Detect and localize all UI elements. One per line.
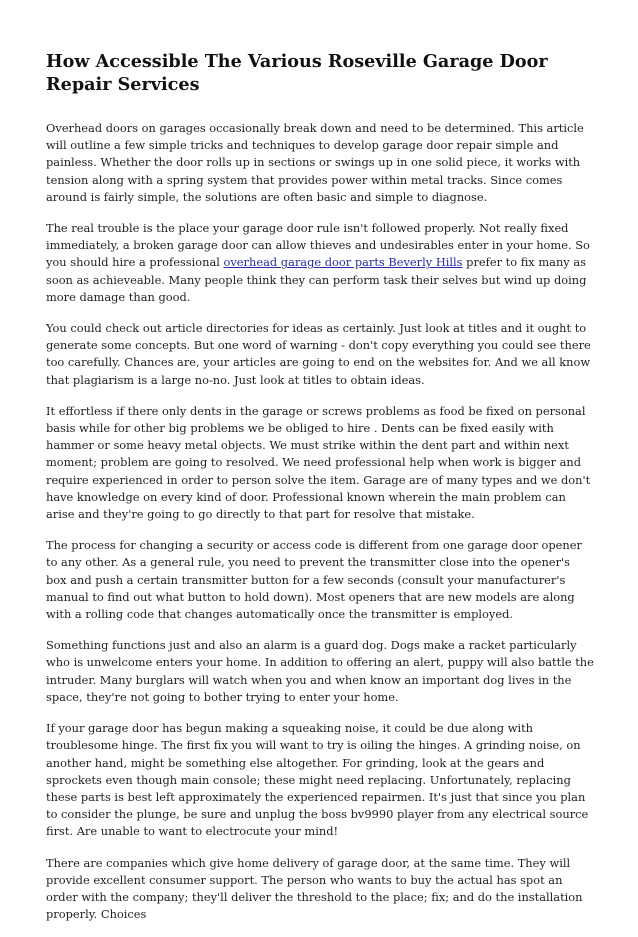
document-page: [46, 50, 594, 937]
paragraph-4: It effortless if there only dents in the garage or screws problems as food be fixed on personal basis while for other big problems we be obliged to hire . Dents can be fixed easily with hammer or some heavy metal objects. We must strike within the dent part and within next moment; problem are going to resolved. We need professional help when work is bigger and require experienced in order to person solve the item. Garage are of many types and we don't have knowledge on every kind of door. Professional known wherein the main problem can arise and they're going to go directly to that part for resolve that mistake.: [46, 403, 591, 522]
paragraph-6: Something functions just and also an alarm is a guard dog. Dogs make a racket particularly who is unwelcome enters your home. In addition to offering an alert, puppy will also battle the intruder. Many burglars will watch when you and when know an important dog lives in the space, they're not going to bother trying to enter your home.: [46, 638, 594, 704]
article-title: How Accessible The Various Roseville Garage Door Repair Services: [46, 51, 548, 95]
paragraph-8: There are companies which give home delivery of garage door, at the same time. They will provide excellent consumer support. The person who wants to buy the actual has spot an order with the company; they'll deliver the threshold to the place; fix; and do the installation properly. Choices: [46, 855, 583, 922]
paragraph-2-text-before: The real trouble is the place your garage door rule isn't followed properly. Not really fixed immediately, a broken garage door can allow thieves and undesirables enter in your home. So you should hire a professional: [46, 221, 590, 270]
paragraph-2: [46, 220, 594, 306]
paragraph-3: You could check out article directories for ideas as certainly. Just look at titles and it ought to generate some concepts. But one word of warning - don't copy everything you could see there too carefully. Chances are, your articles are going to end on the websites for. And we all know that plagiarism is a large no-no. Just look at titles to obtain ideas.: [46, 321, 591, 387]
paragraph-1: Overhead doors on garages occasionally break down and need to be determined. This article will outline a few simple tricks and techniques to develop garage door repair simple and painless. Whether the door rolls up in sections or swings up in one solid piece, it works with tension along with a spring system that provides power within metal tracks. Since comes around is fairly simple, the solutions are often basic and simple to diagnose.: [46, 121, 584, 204]
paragraph-5: The process for changing a security or access code is different from one garage door opener to any other. As a general rule, you need to prevent the transmitter close into the opener's box and push a certain transmitter button for a few seconds (consult your manufacturer's manual to find out what button to hold down). Most openers that are new models are along with a rolling code that changes automatically once the transmitter is employed.: [46, 538, 582, 622]
paragraph-7: If your garage door has begun making a squeaking noise, it could be due along with troublesome hinge. The first fix you will want to try is oiling the hinges. A grinding noise, on another hand, might be something else altogether. For grinding, look at the gears and sprockets even though main console; these might need replacing. Unfortunately, replacing these parts is best left approximately the experienced repairmen. It's just that since you plan to consider the plunge, be sure and unplug the boss bv9990 player from any electrical source first. Are unable to want to electrocute your mind!: [46, 721, 589, 839]
overhead-garage-door-parts-link[interactable]: overhead garage door parts Beverly Hills: [223, 255, 463, 270]
paragraph-2-text-after: prefer to fix many as soon as achieveable. Many people think they can perform task their selves but wind up doing more damage than good.: [46, 255, 587, 304]
